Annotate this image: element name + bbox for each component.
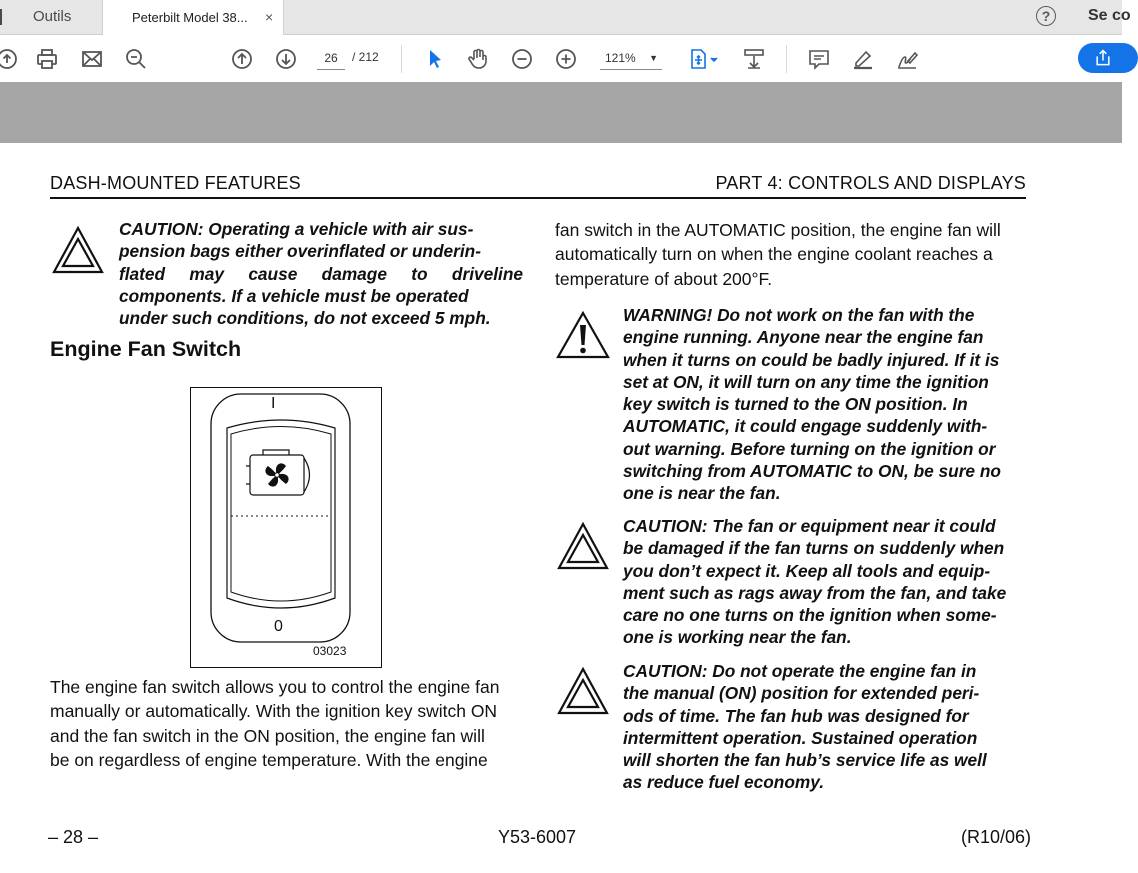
sign-icon[interactable]: [894, 46, 920, 72]
page-number-input[interactable]: 26: [317, 47, 345, 70]
chevron-down-icon: ▼: [649, 53, 658, 63]
text-line: will shorten the fan hub’s service life as well: [623, 750, 987, 771]
page-header-right: PART 4: CONTROLS AND DISPLAYS: [715, 173, 1026, 193]
text-line: under such conditions, do not exceed 5 mph.: [119, 308, 491, 329]
tab-document[interactable]: [103, 0, 284, 35]
select-cursor-icon[interactable]: [422, 46, 448, 72]
text-line: pension bags either overinflated or underin-: [119, 241, 481, 262]
text-line: set at ON, it will turn on any time the ignition: [623, 371, 989, 392]
text-line: when it turns on could be badly injured. If it is: [623, 349, 1000, 370]
text-line: CAUTION: Operating a vehicle with air sus-: [119, 219, 474, 239]
toolbar-divider: [401, 45, 402, 73]
caution-triangle-icon: [51, 225, 105, 275]
header-rule: [50, 197, 1026, 199]
text-line: CAUTION: The fan or equipment near it could: [623, 516, 996, 536]
text-line: the manual (ON) position for extended peri-: [623, 683, 980, 704]
caution-triangle-icon: [556, 666, 610, 716]
text-line: engine running. Anyone near the engine fan: [623, 327, 984, 348]
text-line: manually or automatically. With the ignition key switch ON: [50, 701, 498, 722]
tab-tools-label: Outils: [33, 8, 72, 25]
highlight-pen-icon[interactable]: [850, 46, 876, 72]
next-page-icon[interactable]: [273, 46, 299, 72]
page-header-left: DASH-MOUNTED FEATURES: [50, 173, 301, 193]
text-line: you don’t expect it. Keep all tools and equip-: [623, 560, 991, 581]
text-line: ment such as rags away from the fan, and take: [623, 582, 1007, 603]
page-footer-docid: Y53-6007: [498, 827, 577, 847]
fan-switch-automatic-text: [555, 218, 1026, 291]
text-line: temperature of about 200°F.: [555, 268, 773, 289]
fan-icon: [265, 463, 288, 486]
switch-off-label: 0: [274, 618, 283, 635]
warning-triangle-icon: [555, 310, 611, 360]
text-line: out warning. Before turning on the ignition or: [623, 438, 996, 459]
rocker-switch-drawing: [191, 388, 381, 667]
text-line: one is near the fan.: [623, 483, 781, 504]
share-icon: [1093, 48, 1113, 68]
text-line: switching from AUTOMATIC to ON, be sure no: [623, 461, 1001, 482]
text-line: one is working near the fan.: [623, 627, 852, 648]
text-line: CAUTION: Do not operate the engine fan in: [623, 661, 977, 681]
text-line: ods of time. The fan hub was designed for: [623, 705, 969, 726]
zoom-out-icon[interactable]: [509, 46, 535, 72]
text-line: and the fan switch in the ON position, the engine fan will: [50, 725, 485, 746]
search-icon[interactable]: [123, 46, 149, 72]
page-footer-revision: (R10/06): [961, 827, 1032, 847]
help-icon[interactable]: ?: [1036, 6, 1056, 26]
text-line: AUTOMATIC, it could engage suddenly with-: [623, 416, 988, 437]
toolbar-divider: [786, 45, 787, 73]
signin-link[interactable]: Se co: [1088, 7, 1131, 24]
switch-on-label: I: [271, 395, 276, 412]
fan-switch-description: [50, 675, 521, 772]
caution-triangle-icon: [556, 521, 610, 571]
text-line: WARNING! Do not work on the fan with the: [623, 305, 975, 325]
figure-code: 03023: [313, 644, 347, 658]
text-line: be damaged if the fan turns on suddenly when: [623, 538, 1005, 559]
upload-icon[interactable]: [0, 46, 20, 72]
tab-tools[interactable]: [0, 0, 103, 34]
document-canvas-background: [0, 82, 1122, 143]
document-page: [0, 143, 1122, 873]
page-footer-number: – 28 –: [48, 827, 99, 847]
text-line: intermittent operation. Sustained operation: [623, 727, 978, 748]
print-icon[interactable]: [34, 46, 60, 72]
text-line: components. If a vehicle must be operated: [119, 285, 469, 306]
hand-tool-icon[interactable]: [465, 46, 491, 72]
text-line: care no one turns on the ignition when some-: [623, 605, 997, 626]
text-line: be on regardless of engine temperature. With the engine: [50, 749, 488, 770]
page-total: / 212: [352, 50, 379, 64]
caution-equipment: [623, 515, 1027, 649]
text-line: fan switch in the AUTOMATIC position, the engine fan will: [555, 220, 1001, 240]
scroll-mode-icon[interactable]: [741, 46, 767, 72]
comment-icon[interactable]: [806, 46, 832, 72]
text-line: automatically turn on when the engine coolant reaches a: [555, 244, 993, 265]
section-heading: Engine Fan Switch: [50, 337, 242, 361]
zoom-value: 121%: [605, 51, 636, 65]
page-fit-icon[interactable]: [686, 46, 722, 72]
prev-page-icon[interactable]: [229, 46, 255, 72]
text-line: key switch is turned to the ON position. In: [623, 394, 968, 415]
caution-air-suspension: [119, 218, 523, 329]
zoom-select[interactable]: [600, 47, 662, 70]
tab-edge: [0, 9, 2, 25]
warning-fan: [623, 304, 1027, 505]
share-button[interactable]: [1078, 43, 1138, 73]
close-icon[interactable]: ×: [265, 9, 274, 25]
caution-manual-operation: [623, 660, 1027, 794]
tab-bar: [0, 0, 1131, 35]
text-line: flated may cause damage to driveline: [119, 263, 523, 284]
fan-switch-figure: [190, 387, 382, 668]
mail-icon[interactable]: [79, 46, 105, 72]
tab-document-label: Peterbilt Model 38...: [132, 10, 248, 25]
toolbar: [0, 35, 1122, 83]
text-line: The engine fan switch allows you to control the engine fan: [50, 677, 500, 697]
text-line: as reduce fuel economy.: [623, 772, 825, 793]
zoom-in-icon[interactable]: [553, 46, 579, 72]
